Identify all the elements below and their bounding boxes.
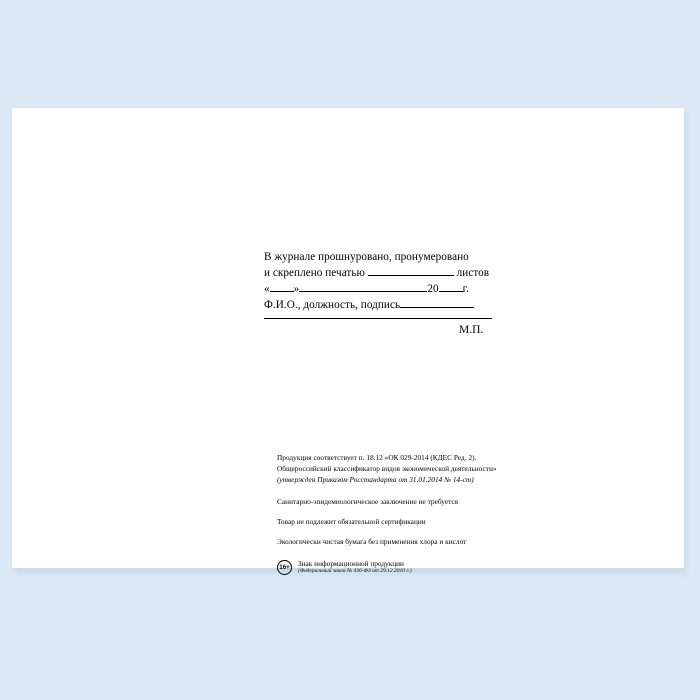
okved-line-1: Продукция соответствует п. 18.12 «ОК 029-2014 (КДЕС Ред. 2). [277, 453, 477, 462]
certification-line-2 [264, 266, 514, 282]
certification-block [264, 250, 514, 336]
certification-line-1-text: В журнале прошнуровано, пронумеровано [264, 251, 469, 263]
stamp-mark: М.П. [459, 324, 484, 336]
certification-line-2-suffix: листов [456, 266, 490, 279]
day-blank[interactable] [270, 291, 294, 292]
legal-item-sanitary: Санитарно-эпидемиологическое заключение не требуется [277, 496, 459, 506]
info-product-mark-text [298, 559, 412, 576]
okved-line-2: Общероссийский классификатор видов экономической деятельности» [277, 463, 497, 473]
signatory-blank[interactable] [400, 307, 474, 308]
info-product-mark-title: Знак информационной продукции [298, 558, 404, 568]
day-quote-close: » [293, 282, 300, 295]
legal-item-eco-paper: Экологически чистая бумага без применения хлора и кислот [277, 536, 467, 546]
sheets-count-blank[interactable] [368, 275, 454, 276]
year-blank[interactable] [439, 291, 463, 292]
info-product-mark-law: (Федеральный закон № 436-ФЗ от 29.12.2010 г.) [298, 568, 412, 575]
certification-line-1 [264, 250, 514, 266]
info-product-mark-row [277, 559, 537, 576]
month-blank[interactable] [299, 291, 427, 292]
signatory-label: Ф.И.О., должность, подпись [264, 298, 401, 311]
year-prefix: 20 [427, 282, 439, 295]
okved-paragraph [277, 453, 537, 486]
age-rating-icon: 16+ [277, 560, 292, 575]
document-page [12, 108, 684, 575]
signatory-underline[interactable] [264, 317, 492, 319]
day-quote-open: « [264, 282, 270, 295]
certification-line-4 [264, 298, 514, 314]
legal-block [277, 453, 537, 575]
certification-line-3 [264, 282, 514, 298]
year-suffix: г. [462, 282, 469, 295]
legal-item-certification: Товар не подлежит обязательной сертификации [277, 516, 426, 526]
certification-line-2-prefix: и скреплено печатью [264, 266, 365, 279]
okved-line-3: (утвержден Приказом Росстандарта от 31.01.2014 № 14-ст) [277, 474, 474, 484]
